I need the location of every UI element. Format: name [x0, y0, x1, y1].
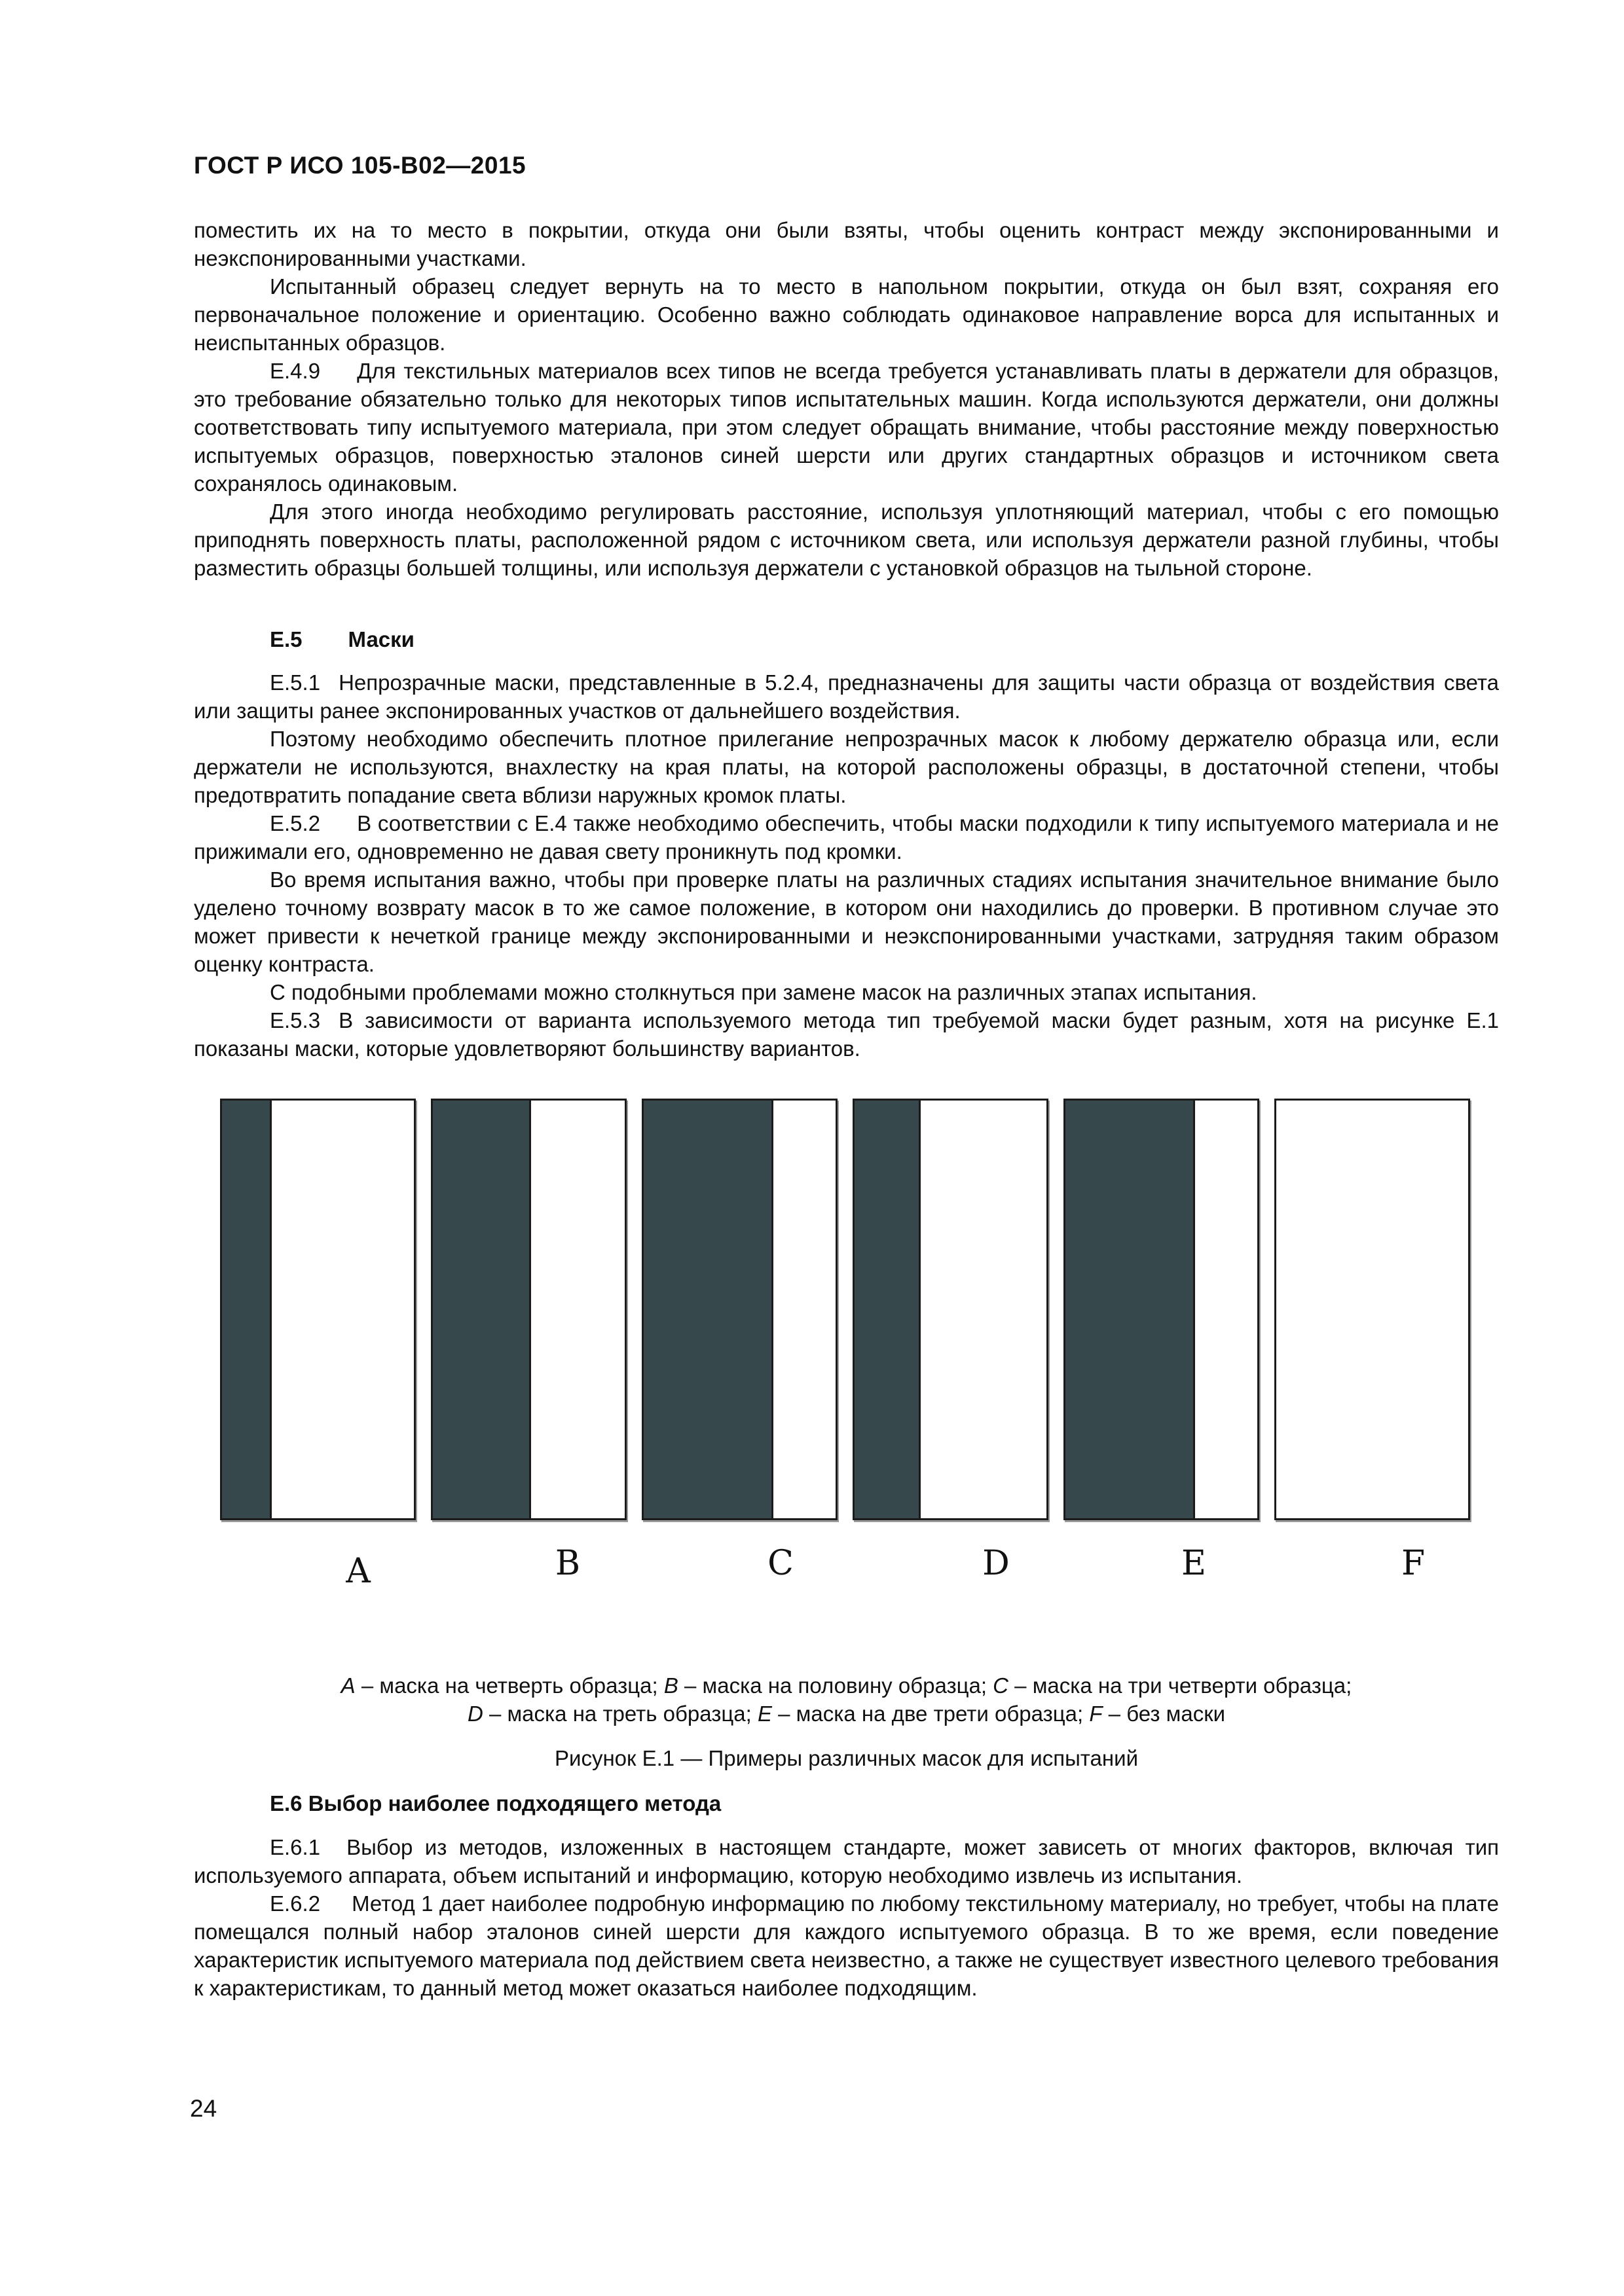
- mask-fill: [644, 1101, 773, 1518]
- legend-text: – маска на половину образца;: [678, 1673, 993, 1698]
- paragraph: С подобными проблемами можно столкнуться при замене масок на различных этапах испытания.: [270, 980, 1257, 1004]
- mask-c: [642, 1099, 838, 1520]
- legend-key: C: [993, 1673, 1009, 1698]
- mask-label-a: A: [346, 1552, 371, 1591]
- legend-text: – маска на четверть образца;: [355, 1673, 664, 1698]
- paragraph-e6-2: [194, 1889, 1499, 2002]
- legend-key: E: [757, 1702, 772, 1726]
- clause-text: Метод 1 дает наиболее подробную информацию по любому текстильному материалу, но требует, чтобы на плате помещался полный набор эталонов синей шерсти для каждого испытуемого образца. В то же время, если поведение характеристик испытуемого материала под действием света неизвестно, а также не существует известного целевого требования к характеристикам, то данный метод может оказаться наиболее подходящим.: [194, 1891, 1499, 2000]
- mask-d: [853, 1099, 1048, 1520]
- legend-text: – маска на две трети образца;: [771, 1702, 1090, 1726]
- mask-e: [1063, 1099, 1259, 1520]
- paragraph: Испытанный образец следует вернуть на то место в напольном покрытии, откуда он был взят, сохраняя его первоначальное положение и ориентацию. Особенно важно соблюдать одинаковое направление ворса для испытанных и неиспытанных образцов.: [194, 274, 1499, 355]
- legend-key: B: [663, 1673, 678, 1698]
- page-number: 24: [190, 2095, 217, 2122]
- paragraph-e5-3: [194, 1006, 1499, 1063]
- clause-text: Выбор из методов, изложенных в настоящем стандарте, может зависеть от многих факторов, включая тип используемого аппарата, объем испытаний и информацию, которую необходимо извлечь из испытания.: [194, 1835, 1499, 1887]
- legend-line-1: [194, 1671, 1499, 1700]
- legend-text: – маска на три четверти образца;: [1008, 1673, 1352, 1698]
- clause-number: Е.5.3: [270, 1008, 321, 1032]
- mask-fill: [433, 1101, 531, 1518]
- clause-number: Е.5.2: [270, 811, 321, 835]
- mask-fill: [222, 1101, 272, 1518]
- document-header: ГОСТ Р ИСО 105-В02—2015: [194, 152, 526, 179]
- section-heading-e6: [194, 1789, 1499, 1817]
- section-title: Е.6 Выбор наиболее подходящего метода: [270, 1791, 722, 1815]
- figure-e1-masks: [220, 1099, 1468, 1596]
- section-heading-e5: [194, 625, 1499, 653]
- legend-line-2: [194, 1700, 1499, 1728]
- mask-f: [1274, 1099, 1470, 1520]
- paragraph: Для этого иногда необходимо регулировать расстояние, используя уплотняющий материал, чтобы с его помощью приподнять поверхность платы, расположенной рядом с источником света, или используя держатели разной глубины, чтобы разместить образцы большей толщины, или используя держатели с установкой образцов на тыльной стороне.: [194, 500, 1499, 580]
- clause-text: Для текстильных материалов всех типов не всегда требуется устанавливать платы в держатели для образцов, это требование обязательно только для некоторых типов испытательных машин. Когда используются держатели, они должны соответствовать типу испытуемого материала, при этом следует обращать внимание, чтобы расстояние между поверхностью испытуемых образцов, поверхностью эталонов синей шерсти или других стандартных образцов и источником света сохранялось одинаковым.: [194, 359, 1499, 496]
- mask-label-e: E: [1181, 1544, 1206, 1583]
- mask-fill: [1065, 1101, 1195, 1518]
- mask-b: [431, 1099, 627, 1520]
- mask-label-b: B: [555, 1544, 581, 1583]
- paragraph: поместить их на то место в покрытии, откуда они были взяты, чтобы оценить контраст между экспонированными и неэкспонированными участками.: [194, 218, 1499, 270]
- paragraph: Во время испытания важно, чтобы при проверке платы на различных стадиях испытания значительное внимание было уделено точному возврату масок в то же самое положение, в котором они находились до проверки. В противном случае это может привести к нечеткой границе между экспонированными и неэкспонированными участками, затрудняя таким образом оценку контраста.: [194, 867, 1499, 976]
- paragraph: Поэтому необходимо обеспечить плотное прилегание непрозрачных масок к любому держателю образца или, если держатели не используются, внахлестку на края платы, на которой расположены образцы, в достаточной степени, чтобы предотвратить попадание света вблизи наружных кромок платы.: [194, 727, 1499, 807]
- figure-caption: Рисунок Е.1 — Примеры различных масок для испытаний: [555, 1746, 1138, 1770]
- clause-text: В соответствии с Е.4 также необходимо обеспечить, чтобы маски подходили к типу испытуемого материала и не прижимали его, одновременно не давая свету проникнуть под кромки.: [194, 811, 1499, 864]
- text-block-3: [194, 1833, 1499, 2002]
- clause-number: Е.6.1: [270, 1835, 321, 1859]
- legend-text: – маска на треть образца;: [483, 1702, 758, 1726]
- clause-number: Е.6.2: [270, 1891, 321, 1916]
- clause-number: Е.5.1: [270, 670, 321, 695]
- paragraph-e6-1: [194, 1833, 1499, 1889]
- legend-text: – без маски: [1102, 1702, 1226, 1726]
- section-title: Маски: [348, 627, 415, 651]
- mask-label-c: C: [767, 1544, 794, 1583]
- legend-key: A: [341, 1673, 356, 1698]
- paragraph-e5-2: [194, 809, 1499, 866]
- mask-a: [220, 1099, 416, 1520]
- paragraph-e4-9: [194, 357, 1499, 498]
- clause-number: Е.4.9: [270, 359, 321, 383]
- mask-label-f: F: [1401, 1544, 1426, 1583]
- clause-text: В зависимости от варианта используемого метода тип требуемой маски будет разным, хотя на рисунке Е.1 показаны маски, которые удовлетворяют большинству вариантов.: [194, 1008, 1499, 1061]
- text-block-2: [194, 668, 1499, 1063]
- paragraph-e5-1: [194, 668, 1499, 725]
- figure-legend: [194, 1671, 1499, 1728]
- mask-fill: [855, 1101, 921, 1518]
- mask-label-d: D: [982, 1544, 1010, 1583]
- legend-key: D: [467, 1702, 483, 1726]
- legend-key: F: [1089, 1702, 1103, 1726]
- clause-text: Непрозрачные маски, представленные в 5.2.4, предназначены для защиты части образца от воздействия света или защиты ранее экспонированных участков от дальнейшего воздействия.: [194, 670, 1499, 723]
- text-block-1: [194, 216, 1499, 582]
- section-number: Е.5: [270, 627, 303, 651]
